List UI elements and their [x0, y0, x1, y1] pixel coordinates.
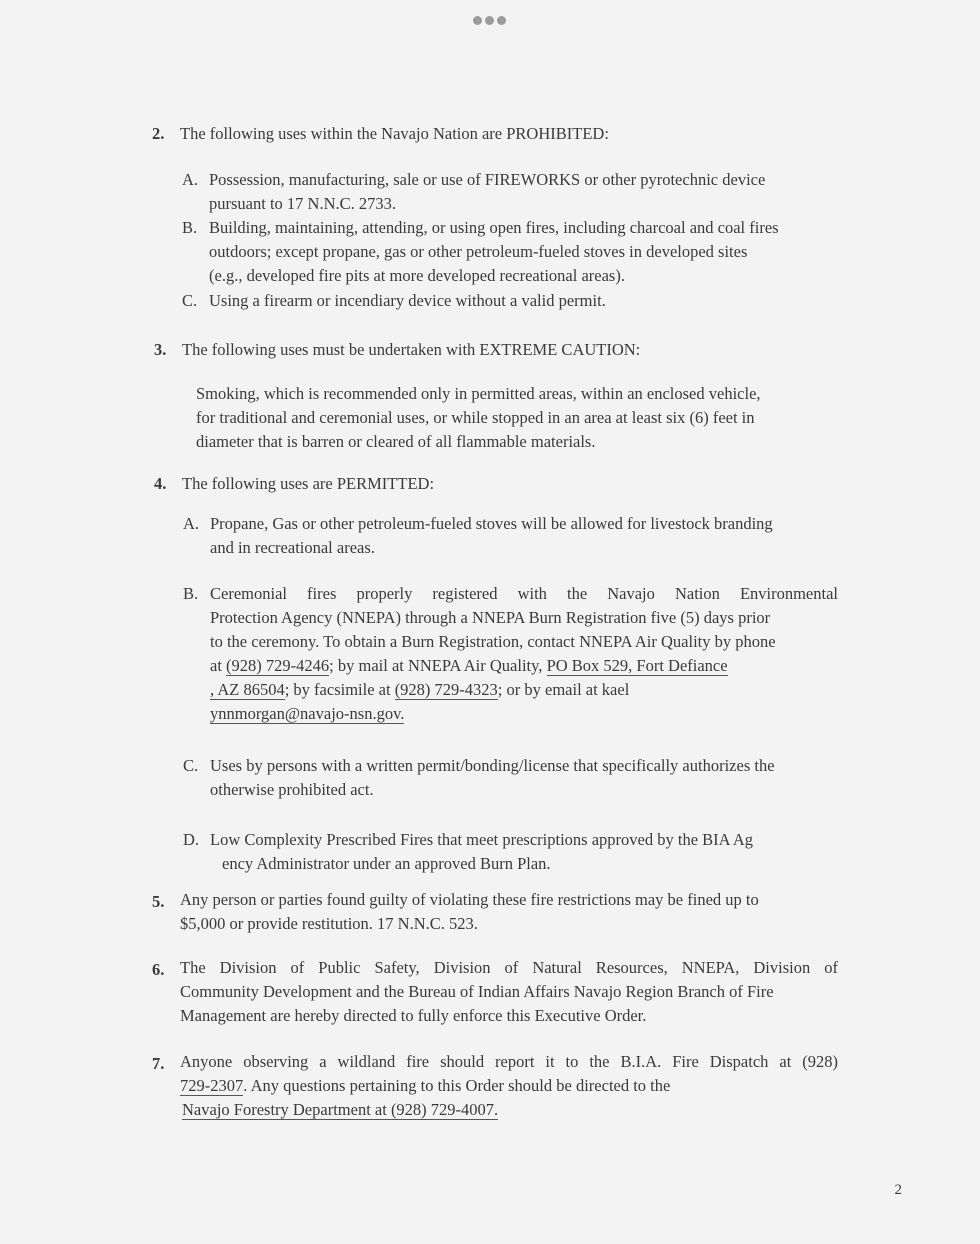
section-5-text — [180, 888, 830, 936]
s2-a-letter: A. — [182, 170, 199, 189]
section-4-heading: The following uses are PERMITTED: — [182, 474, 435, 493]
s3-line: Smoking, which is recommended only in permitted areas, within an enclosed vehicle, — [196, 384, 761, 403]
s4-b-line: Protection Agency (NNEPA) through a NNEPA Burn Registration five (5) days prior — [210, 608, 771, 627]
s4-b-letter: B. — [183, 584, 199, 603]
s4-c-letter: C. — [183, 756, 199, 775]
s4-a-text — [210, 512, 838, 560]
page-number: 2 — [894, 1182, 902, 1198]
s7-line: Anyone observing a wildland fire should report it to the B.I.A. Fire Dispatch at (928) — [180, 1052, 838, 1071]
s2-c-letter: C. — [182, 291, 198, 310]
s4-a-line: and in recreational areas. — [210, 538, 375, 557]
s2-c-text: Using a firearm or incendiary device without a valid permit. — [209, 291, 606, 310]
s4-d-line: Low Complexity Prescribed Fires that meet prescriptions approved by the BIA Ag — [210, 830, 754, 849]
s4-b-line: Ceremonial fires properly registered with the Navajo Nation Environmental — [210, 584, 838, 603]
s6-line: Management are hereby directed to fully enforce this Executive Order. — [180, 1006, 647, 1025]
section-3-heading: The following uses must be undertaken with EXTREME CAUTION: — [182, 340, 641, 359]
s4-d-text — [210, 828, 838, 876]
section-3-body — [196, 382, 837, 454]
s2-b-letter: B. — [182, 218, 198, 237]
s4-c-line: Uses by persons with a written permit/bonding/license that specifically authorizes the — [210, 756, 775, 775]
section-5-number: 5. — [152, 892, 165, 911]
phone-link[interactable]: 729-2307 — [180, 1076, 244, 1095]
s2-b-line: Building, maintaining, attending, or using open fires, including charcoal and coal fires — [209, 218, 779, 237]
s2-a-line: pursuant to 17 N.N.C. 2733. — [209, 194, 396, 213]
section-3-number: 3. — [154, 340, 167, 359]
phone-link[interactable]: (928) 729-4007. — [390, 1100, 499, 1119]
text-fragment: Navajo Forestry Department at — [182, 1100, 391, 1119]
s2-a-text — [209, 168, 837, 216]
s7-line-3 — [180, 1098, 838, 1122]
s4-b-line-6 — [210, 702, 838, 726]
s4-b-line-4 — [210, 654, 838, 678]
s4-a-line: Propane, Gas or other petroleum-fueled stoves will be allowed for livestock branding — [210, 514, 773, 533]
fax-link[interactable]: (928) 729-4323 — [394, 680, 498, 699]
phone-link[interactable]: (928) 729-4246 — [226, 656, 330, 675]
s4-d-line: ency Administrator under an approved Burn Plan. — [222, 854, 551, 873]
s6-line: The Division of Public Safety, Division of Natural Resources, NNEPA, Division of — [180, 958, 838, 977]
s2-b-line: (e.g., developed fire pits at more developed recreational areas). — [209, 266, 625, 285]
section-6-text — [180, 956, 838, 1028]
s3-line: diameter that is barren or cleared of all flammable materials. — [196, 432, 596, 451]
s7-line-2 — [180, 1074, 838, 1098]
text-fragment: ; or by email at kael — [497, 680, 630, 699]
s5-line: Any person or parties found guilty of violating these fire restrictions may be fined up to — [180, 890, 759, 909]
s2-b-line: outdoors; except propane, gas or other petroleum-fueled stoves in developed sites — [209, 242, 748, 261]
s4-a-letter: A. — [183, 514, 200, 533]
section-2-heading: The following uses within the Navajo Nation are PROHIBITED: — [180, 124, 609, 143]
s4-c-text — [210, 754, 840, 802]
address-link[interactable]: , AZ 86504 — [210, 680, 285, 699]
section-7-number: 7. — [152, 1054, 165, 1073]
text-fragment: ; by facsimile at — [284, 680, 395, 699]
s6-line: Community Development and the Bureau of Indian Affairs Navajo Region Branch of Fire — [180, 982, 774, 1001]
section-2-number: 2. — [152, 124, 165, 143]
text-fragment: . Any questions pertaining to this Order should be directed to the — [243, 1076, 671, 1095]
s4-b-text — [210, 582, 838, 726]
s2-b-text — [209, 216, 837, 288]
s4-b-line: to the ceremony. To obtain a Burn Registration, contact NNEPA Air Quality by phone — [210, 632, 776, 651]
s4-c-line: otherwise prohibited act. — [210, 780, 374, 799]
address-link[interactable]: PO Box 529, Fort Defiance — [546, 656, 728, 675]
s2-a-line: Possession, manufacturing, sale or use of FIREWORKS or other pyrotechnic device — [209, 170, 766, 189]
s3-line: for traditional and ceremonial uses, or while stopped in an area at least six (6) feet in — [196, 408, 755, 427]
s5-line: $5,000 or provide restitution. 17 N.N.C. 523. — [180, 914, 478, 933]
text-fragment: at — [210, 656, 227, 675]
section-4-number: 4. — [154, 474, 167, 493]
more-options-icon[interactable] — [473, 12, 509, 30]
section-7-text — [180, 1050, 838, 1122]
s4-b-line-5 — [210, 678, 838, 702]
s4-d-letter: D. — [183, 830, 200, 849]
email-link[interactable]: ynnmorgan@navajo-nsn.gov. — [210, 704, 405, 723]
section-6-number: 6. — [152, 960, 165, 979]
text-fragment: ; by mail at NNEPA Air Quality, — [329, 656, 547, 675]
